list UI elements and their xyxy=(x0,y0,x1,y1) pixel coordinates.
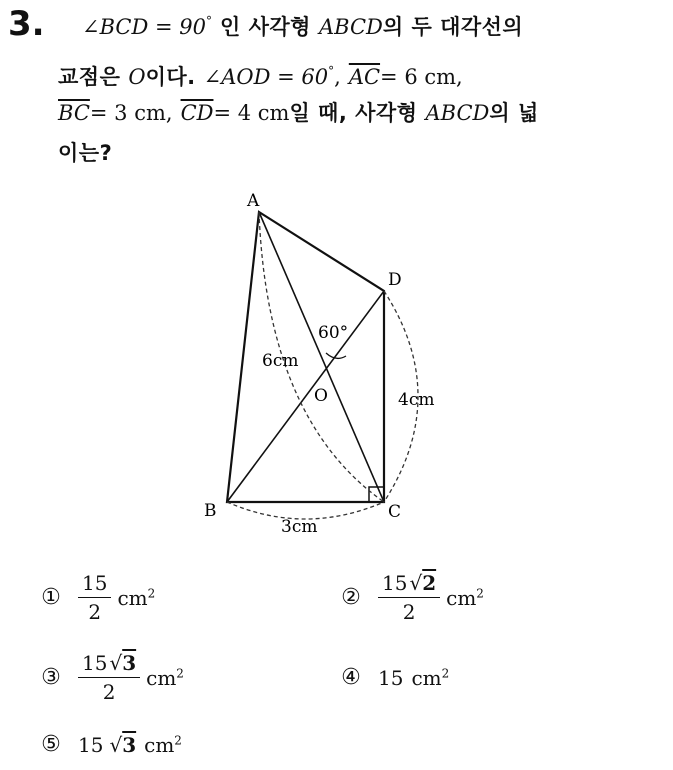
unit: $cm^2$ xyxy=(411,666,450,690)
separator: , xyxy=(456,65,463,89)
quadrilateral-abcd xyxy=(227,212,384,502)
choice-4[interactable] xyxy=(340,666,449,690)
label-o: O xyxy=(314,386,328,406)
label-angle: 60° xyxy=(318,323,349,343)
choice-marker: ② xyxy=(341,584,361,610)
denominator: 2 xyxy=(402,600,416,624)
question-text: 교점은 xyxy=(58,65,121,89)
segment-ac-value: = 6 cm xyxy=(380,65,457,89)
label-ac-length: 6cm xyxy=(262,351,299,371)
question-text: 인 사각형 xyxy=(220,15,311,39)
value: 15 xyxy=(378,666,404,690)
label-d: D xyxy=(388,270,402,290)
radical: √3 xyxy=(109,733,137,757)
question-text: 이다. xyxy=(145,65,196,89)
choice-marker: ④ xyxy=(341,665,361,690)
segment-bc-value: = 3 cm xyxy=(89,101,166,125)
angle-aod: ∠AOD = 60 xyxy=(203,65,329,89)
choice-2[interactable] xyxy=(340,572,484,623)
separator: , xyxy=(334,65,341,89)
question-line-1 xyxy=(82,6,523,42)
point-o: O xyxy=(128,65,146,89)
choice-marker: ③ xyxy=(41,664,61,690)
question-line-4 xyxy=(58,138,112,168)
question-text: 이는? xyxy=(58,141,113,165)
quad-name: ABCD xyxy=(318,15,383,39)
diagonal-bd xyxy=(227,291,384,502)
fraction xyxy=(378,572,440,623)
question-line-3 xyxy=(58,98,539,128)
denominator: 2 xyxy=(88,600,102,624)
choice-marker: ⑤ xyxy=(41,732,61,757)
fraction xyxy=(78,572,111,623)
segment-ac: $\overline{AC}$ xyxy=(348,65,381,89)
label-b: B xyxy=(204,501,217,521)
numerator: 15 xyxy=(78,572,111,598)
denominator: 2 xyxy=(102,680,116,704)
question-text: 일 때, 사각형 xyxy=(289,101,418,125)
question-text: 의 넓 xyxy=(489,101,539,125)
label-a: A xyxy=(247,191,260,211)
fraction xyxy=(78,652,140,703)
numerator: 15 √3 xyxy=(78,652,140,678)
choice-3[interactable] xyxy=(40,652,184,703)
unit: $cm^2$ xyxy=(117,585,156,610)
unit: $cm^2$ xyxy=(144,733,182,757)
choice-marker: ① xyxy=(41,584,61,610)
separator: , xyxy=(165,101,173,125)
quadrilateral-figure xyxy=(180,178,470,548)
segment-bc: $\overline{BC}$ xyxy=(58,101,90,125)
numerator: 15 √2 xyxy=(378,572,440,598)
label-c: C xyxy=(388,502,402,522)
angle-bcd: ∠BCD = 90 xyxy=(82,15,206,39)
unit: $cm^2$ xyxy=(146,665,184,690)
quad-name: ABCD xyxy=(425,101,490,125)
segment-cd: $\overline{CD}$ xyxy=(180,101,214,125)
question-text: 의 두 대각선의 xyxy=(382,15,524,39)
degree-sign: ° xyxy=(328,64,335,78)
degree-sign: ° xyxy=(206,14,212,28)
choice-1[interactable] xyxy=(40,572,155,623)
segment-cd-value: = 4 cm xyxy=(213,101,290,125)
choice-5[interactable] xyxy=(40,733,182,757)
label-bc-length: 3cm xyxy=(281,517,318,537)
unit: $cm^2$ xyxy=(446,585,484,610)
question-number: 3. xyxy=(8,4,45,44)
question-line-2 xyxy=(58,56,463,92)
label-cd-length: 4cm xyxy=(398,390,435,410)
value: 15 xyxy=(78,733,104,757)
